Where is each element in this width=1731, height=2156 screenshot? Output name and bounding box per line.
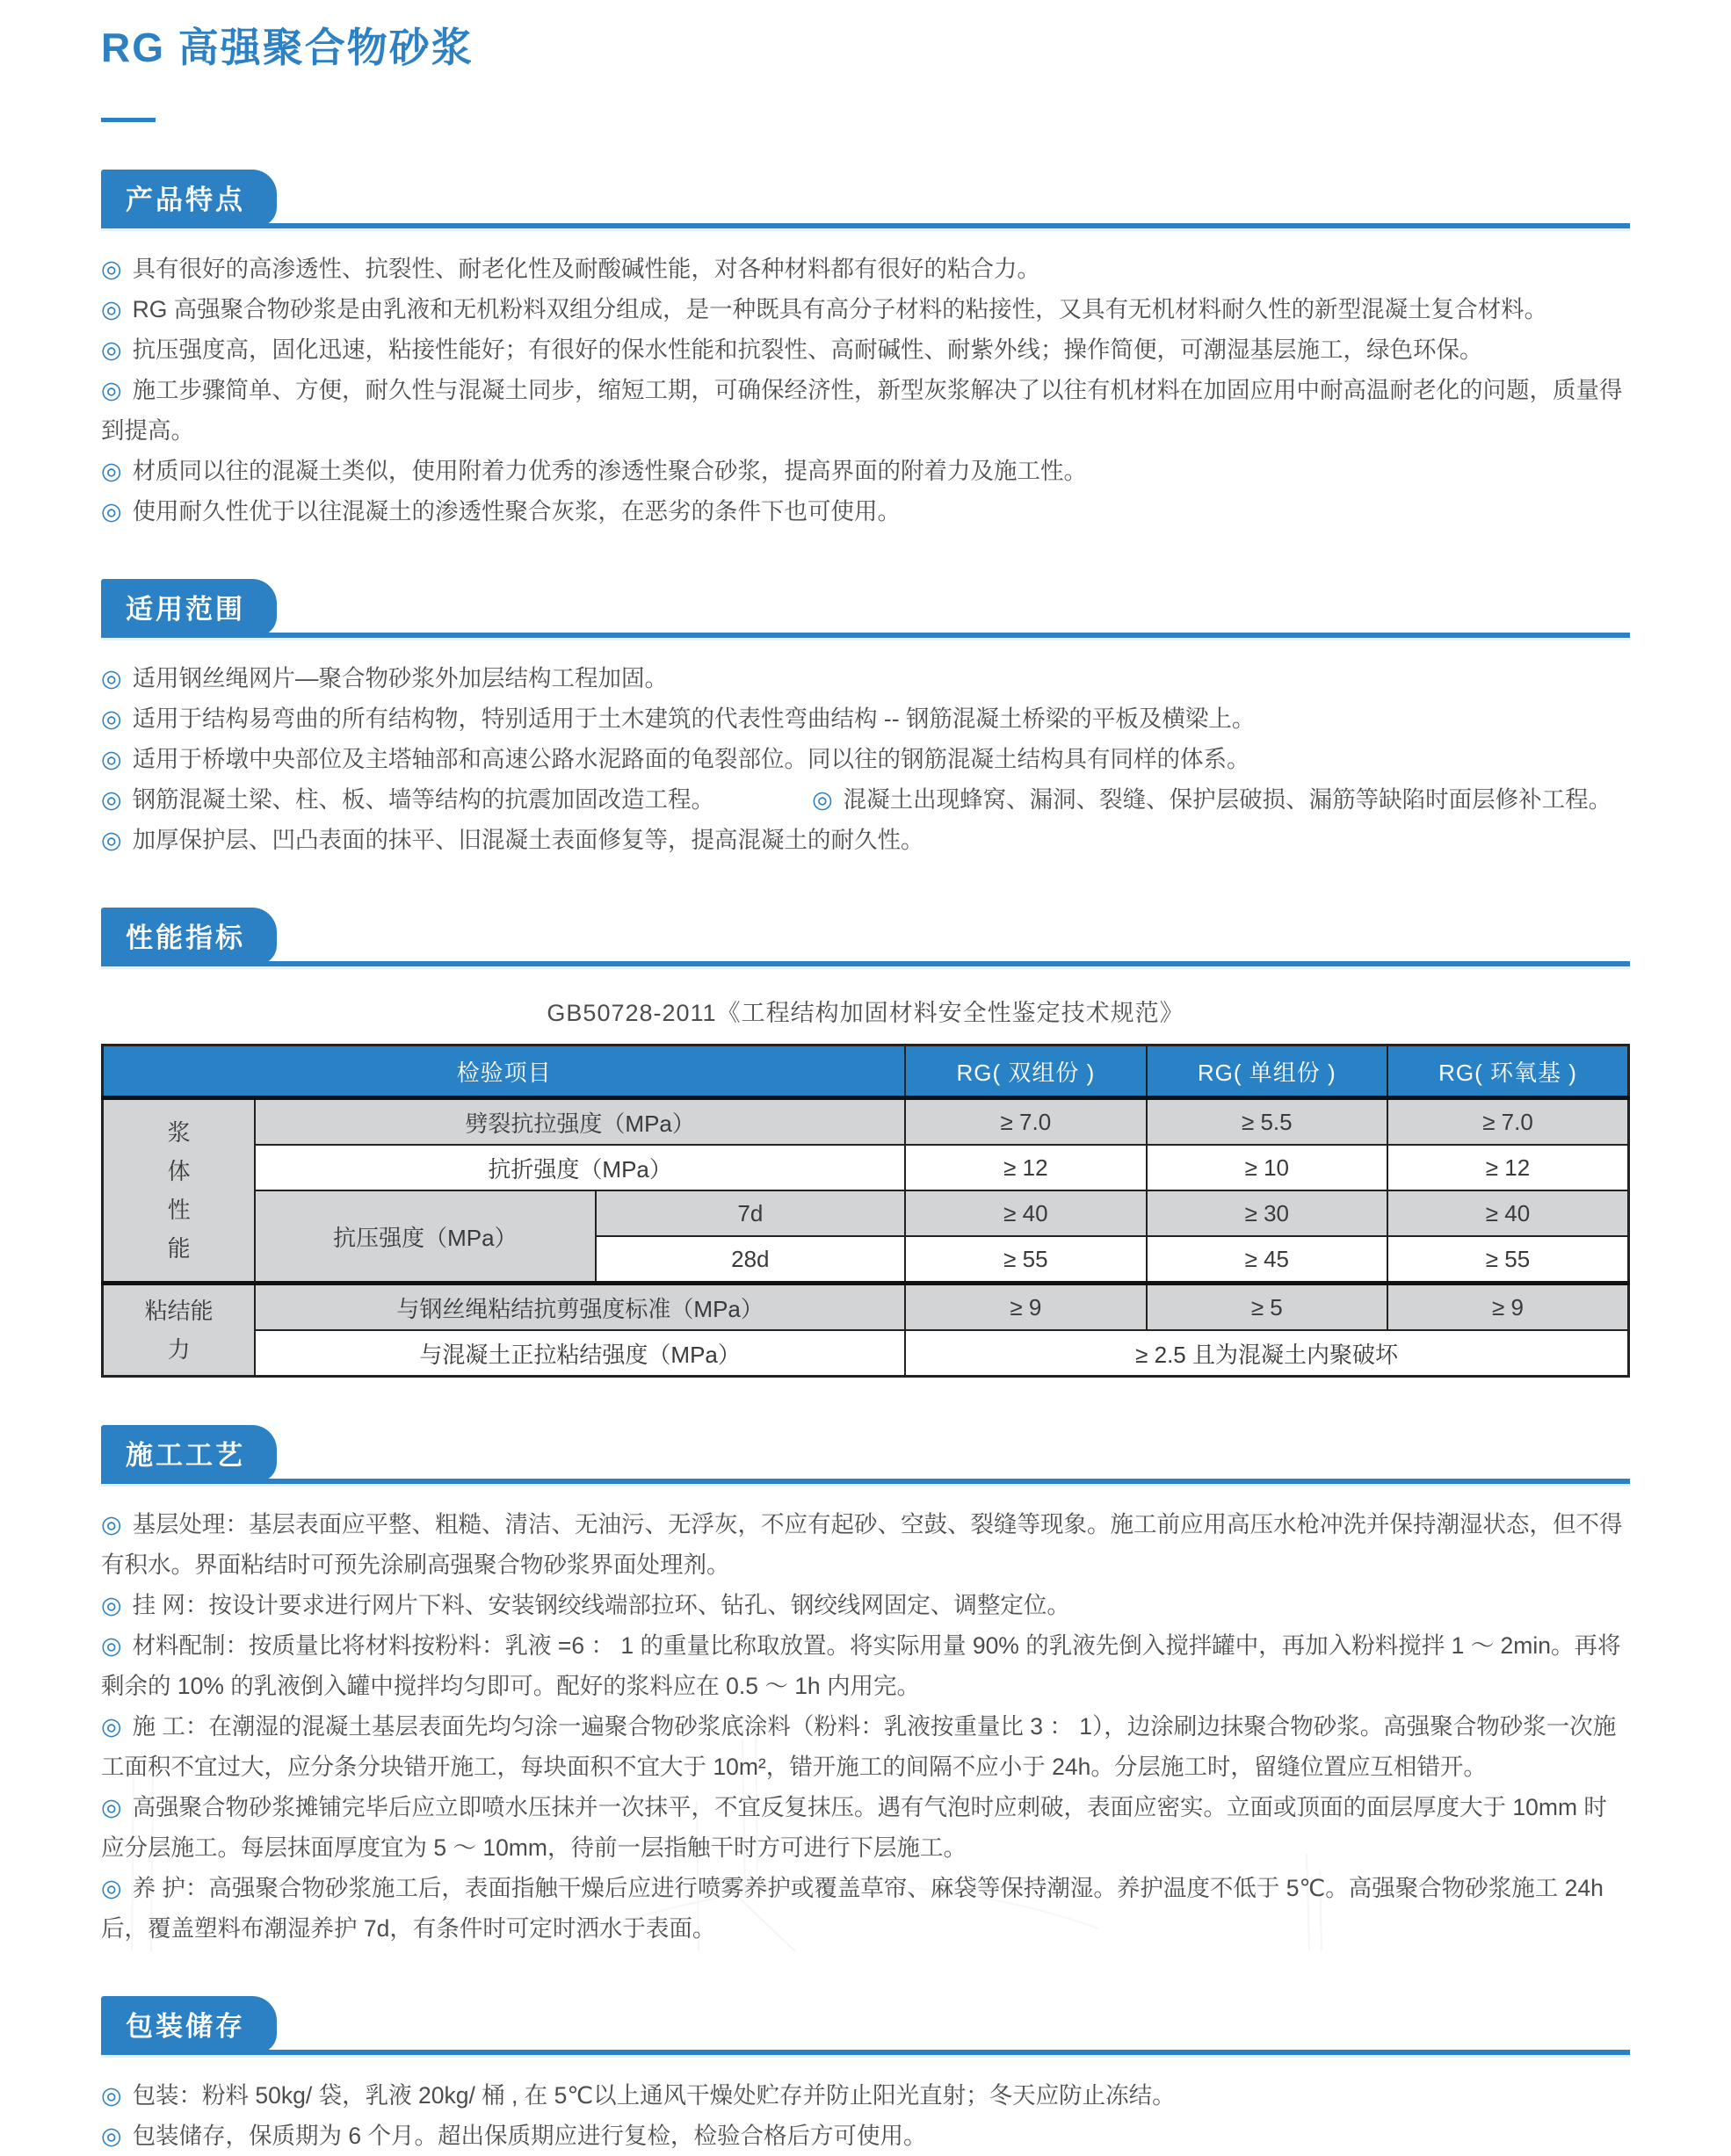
table-cell: ≥ 5: [1147, 1284, 1387, 1331]
table-header-cell: RG( 双组份 ): [905, 1045, 1146, 1098]
bullet-text: 抗压强度高，固化迅速，粘接性能好；有很好的保水性能和抗裂性、高耐碱性、耐紫外线；操作简便，可潮湿基层施工，绿色环保。: [132, 336, 1483, 363]
bullet-text: 使用耐久性优于以往混凝土的渗透性聚合灰浆，在恶劣的条件下也可使用。: [132, 498, 902, 525]
performance-table: [101, 1044, 1630, 1378]
section-rule: [101, 223, 1630, 231]
page-title: RG 高强聚合物砂浆: [101, 25, 474, 70]
table-cell: 与混凝土正拉粘结强度（MPa）: [255, 1330, 905, 1377]
bullet-list: [101, 2075, 1630, 2156]
section-rule: [101, 633, 1630, 640]
section-badge: 施工工艺: [101, 1425, 277, 1482]
bullet-subitem: [812, 779, 1630, 820]
bullet-icon: ◎: [101, 377, 122, 403]
bullet-text: 适用于结构易弯曲的所有结构物，特别适用于土木建筑的代表性弯曲结构 -- 钢筋混凝土桥梁的平板及横梁上。: [132, 705, 1256, 732]
section-badge: 产品特点: [101, 170, 277, 227]
bullet-item: [101, 249, 1630, 289]
title-underline: [101, 118, 156, 122]
bullet-item: [101, 370, 1630, 451]
section-rule: [101, 961, 1630, 969]
table-cell: ≥ 40: [905, 1190, 1146, 1236]
bullet-item: [101, 698, 1630, 739]
bullet-item-dual: [101, 779, 1630, 820]
bullet-item: [101, 820, 1630, 860]
table-header-cell: RG( 环氧基 ): [1387, 1045, 1628, 1098]
bullet-icon: ◎: [101, 827, 122, 853]
bullet-icon: ◎: [101, 746, 122, 772]
bullet-text: 包装：粉料 50kg/ 袋，乳液 20kg/ 桶 , 在 5℃以上通风干燥处贮存并防止阳光直射；冬天应防止冻结。: [132, 2082, 1176, 2109]
bullet-text: 包装储存，保质期为 6 个月。超出保质期应进行复检，检验合格后方可使用。: [132, 2123, 927, 2149]
bullet-icon: ◎: [101, 336, 122, 363]
section-head: [101, 579, 1630, 640]
bullet-item: [101, 1868, 1630, 1949]
table-cell: ≥ 10: [1147, 1145, 1387, 1190]
table-cell: ≥ 40: [1387, 1190, 1628, 1236]
bullet-icon: ◎: [101, 1511, 122, 1537]
bullet-icon: ◎: [101, 256, 122, 282]
section-rule: [101, 2050, 1630, 2058]
row-group-label: 浆体性能: [103, 1098, 256, 1284]
bullet-list: [101, 658, 1630, 860]
table-cell: ≥ 7.0: [1387, 1098, 1628, 1146]
bullet-icon: ◎: [101, 2082, 122, 2109]
bullet-text: 高强聚合物砂浆摊铺完毕后应立即喷水压抹并一次抹平，不宜反复抹压。遇有气泡时应刺破，表面应密实。立面或顶面的面层厚度大于 10mm 时应分层施工。每层抹面厚度宜为 5 ～ 10mm，待前一层指触干时方可进行下层施工。: [101, 1794, 1607, 1861]
table-cell: 与钢丝绳粘结抗剪强度标准（MPa）: [255, 1284, 905, 1331]
bullet-text: 施 工：在潮湿的混凝土基层表面先均匀涂一遍聚合物砂浆底涂料（粉料：乳液按重量比 3 ： 1），边涂刷边抹聚合物砂浆。高强聚合物砂浆一次施工面积不宜过大，应分条分块错开施工，每块面积不宜大于 10m²，错开施工的间隔不应小于 24h。分层施工时，留缝位置应互相错开。: [101, 1713, 1617, 1780]
bullet-icon: ◎: [101, 1875, 122, 1901]
bullet-list: [101, 1504, 1630, 1949]
bullet-icon: ◎: [101, 1592, 122, 1618]
table-cell: ≥ 30: [1147, 1190, 1387, 1236]
table-cell: ≥ 7.0: [905, 1098, 1146, 1146]
table-row: [103, 1145, 1629, 1190]
bullet-text: 养 护：高强聚合物砂浆施工后，表面指触干燥后应进行喷雾养护或覆盖草帘、麻袋等保持潮湿。养护温度不低于 5℃。高强聚合物砂浆施工 24h 后，覆盖塑料布潮湿养护 7d，有条件时可定时洒水于表面。: [101, 1875, 1604, 1942]
table-header-cell: 检验项目: [103, 1045, 906, 1098]
bullet-icon: ◎: [812, 786, 833, 813]
bullet-icon: ◎: [101, 1632, 122, 1659]
bullet-icon: ◎: [101, 1794, 122, 1820]
bullet-text: 混凝土出现蜂窝、漏洞、裂缝、保护层破损、漏筋等缺陷时面层修补工程。: [843, 786, 1612, 813]
section-application-scope: [101, 579, 1630, 860]
table-row: [103, 1098, 1629, 1146]
bullet-item: [101, 1585, 1630, 1625]
section-performance-index: [101, 908, 1630, 1378]
section-head: [101, 170, 1630, 231]
table-row: [103, 1330, 1629, 1377]
bullet-icon: ◎: [101, 786, 122, 813]
table-cell: ≥ 55: [1387, 1236, 1628, 1284]
bullet-item: [101, 1504, 1630, 1585]
table-cell: ≥ 12: [1387, 1145, 1628, 1190]
table-cell: ≥ 9: [905, 1284, 1146, 1331]
bullet-text: 适用钢丝绳网片—聚合物砂浆外加层结构工程加固。: [132, 665, 669, 691]
bullet-item: [101, 2116, 1630, 2156]
table-cell: ≥ 45: [1147, 1236, 1387, 1284]
section-head: [101, 1996, 1630, 2058]
table-header-row: [103, 1045, 1629, 1098]
bullet-text: 施工步骤简单、方便，耐久性与混凝土同步，缩短工期，可确保经济性，新型灰浆解决了以往有机材料在加固应用中耐高温耐老化的问题，质量得到提高。: [101, 377, 1623, 444]
table-cell: 劈裂抗拉强度（MPa）: [255, 1098, 905, 1146]
table-cell: 28d: [596, 1236, 906, 1284]
bullet-item: [101, 739, 1630, 779]
section-head: [101, 908, 1630, 969]
table-cell: ≥ 5.5: [1147, 1098, 1387, 1146]
section-badge: 性能指标: [101, 908, 277, 965]
bullet-item: [101, 1625, 1630, 1706]
section-rule: [101, 1479, 1630, 1487]
table-cell: ≥ 9: [1387, 1284, 1628, 1331]
table-cell: 7d: [596, 1190, 906, 1236]
bullet-item: [101, 1787, 1630, 1868]
table-cell: ≥ 55: [905, 1236, 1146, 1284]
bullet-item: [101, 491, 1630, 532]
bullet-text: 挂 网：按设计要求进行网片下料、安装钢绞线端部拉环、钻孔、钢绞线网固定、调整定位。: [132, 1592, 1070, 1618]
bullet-item: [101, 329, 1630, 370]
table-header-cell: RG( 单组份 ): [1147, 1045, 1387, 1098]
bullet-icon: ◎: [101, 296, 122, 322]
bullet-text: 基层处理：基层表面应平整、粗糙、清洁、无油污、无浮灰，不应有起砂、空鼓、裂缝等现象。施工前应用高压水枪冲洗并保持潮湿状态，但不得有积水。界面粘结时可预先涂刷高强聚合物砂浆界面处理剂。: [101, 1511, 1623, 1578]
section-product-features: [101, 170, 1630, 532]
bullet-text: 材质同以往的混凝土类似，使用附着力优秀的渗透性聚合砂浆，提高界面的附着力及施工性。: [132, 458, 1088, 484]
table-row: [103, 1284, 1629, 1331]
table-cell: 抗折强度（MPa）: [255, 1145, 905, 1190]
bullet-text: 钢筋混凝土梁、柱、板、墙等结构的抗震加固改造工程。: [132, 786, 715, 813]
bullet-text: 加厚保护层、凹凸表面的抹平、旧混凝土表面修复等，提高混凝土的耐久性。: [132, 827, 924, 853]
performance-standard-caption: GB50728-2011《工程结构加固材料安全性鉴定技术规范》: [547, 1000, 1184, 1026]
section-packaging-storage: [101, 1996, 1630, 2156]
section-construction-process: [101, 1425, 1630, 1949]
bullet-text: 具有很好的高渗透性、抗裂性、耐老化性及耐酸碱性能，对各种材料都有很好的粘合力。: [132, 256, 1041, 282]
bullet-item: [101, 2075, 1630, 2116]
bullet-icon: ◎: [101, 705, 122, 732]
bullet-text: RG 高强聚合物砂浆是由乳液和无机粉料双组分组成，是一种既具有高分子材料的粘接性，又具有无机材料耐久性的新型混凝土复合材料。: [132, 296, 1548, 322]
table-cell: ≥ 12: [905, 1145, 1146, 1190]
bullet-item: [101, 658, 1630, 698]
table-body: [103, 1098, 1629, 1377]
bullet-text: 材料配制：按质量比将材料按粉料：乳液 =6 ： 1 的重量比称取放置。将实际用量 90% 的乳液先倒入搅拌罐中，再加入粉料搅拌 1 ～ 2min。再将剩余的 10% 的乳液倒入罐中搅拌均匀即可。配好的浆料应在 0.5 ～ 1h 内用完。: [101, 1632, 1621, 1699]
bullet-item: [101, 451, 1630, 491]
bullet-icon: ◎: [101, 665, 122, 691]
table-row: [103, 1190, 1629, 1236]
bullet-item: [101, 289, 1630, 329]
section-head: [101, 1425, 1630, 1487]
bullet-subitem: [101, 779, 812, 820]
bullet-list: [101, 249, 1630, 532]
bullet-icon: ◎: [101, 1713, 122, 1740]
section-badge: 包装储存: [101, 1996, 277, 2053]
row-group-label: 粘结能力: [103, 1284, 256, 1377]
bullet-icon: ◎: [101, 2123, 122, 2149]
bullet-text: 适用于桥墩中央部位及主塔轴部和高速公路水泥路面的龟裂部位。同以往的钢筋混凝土结构具有同样的体系。: [132, 746, 1250, 772]
bullet-icon: ◎: [101, 458, 122, 484]
table-cell: 抗压强度（MPa）: [255, 1190, 595, 1284]
section-badge: 适用范围: [101, 579, 277, 636]
bullet-item: [101, 1706, 1630, 1787]
table-cell: ≥ 2.5 且为混凝土内聚破坏: [905, 1330, 1628, 1377]
bullet-icon: ◎: [101, 498, 122, 525]
